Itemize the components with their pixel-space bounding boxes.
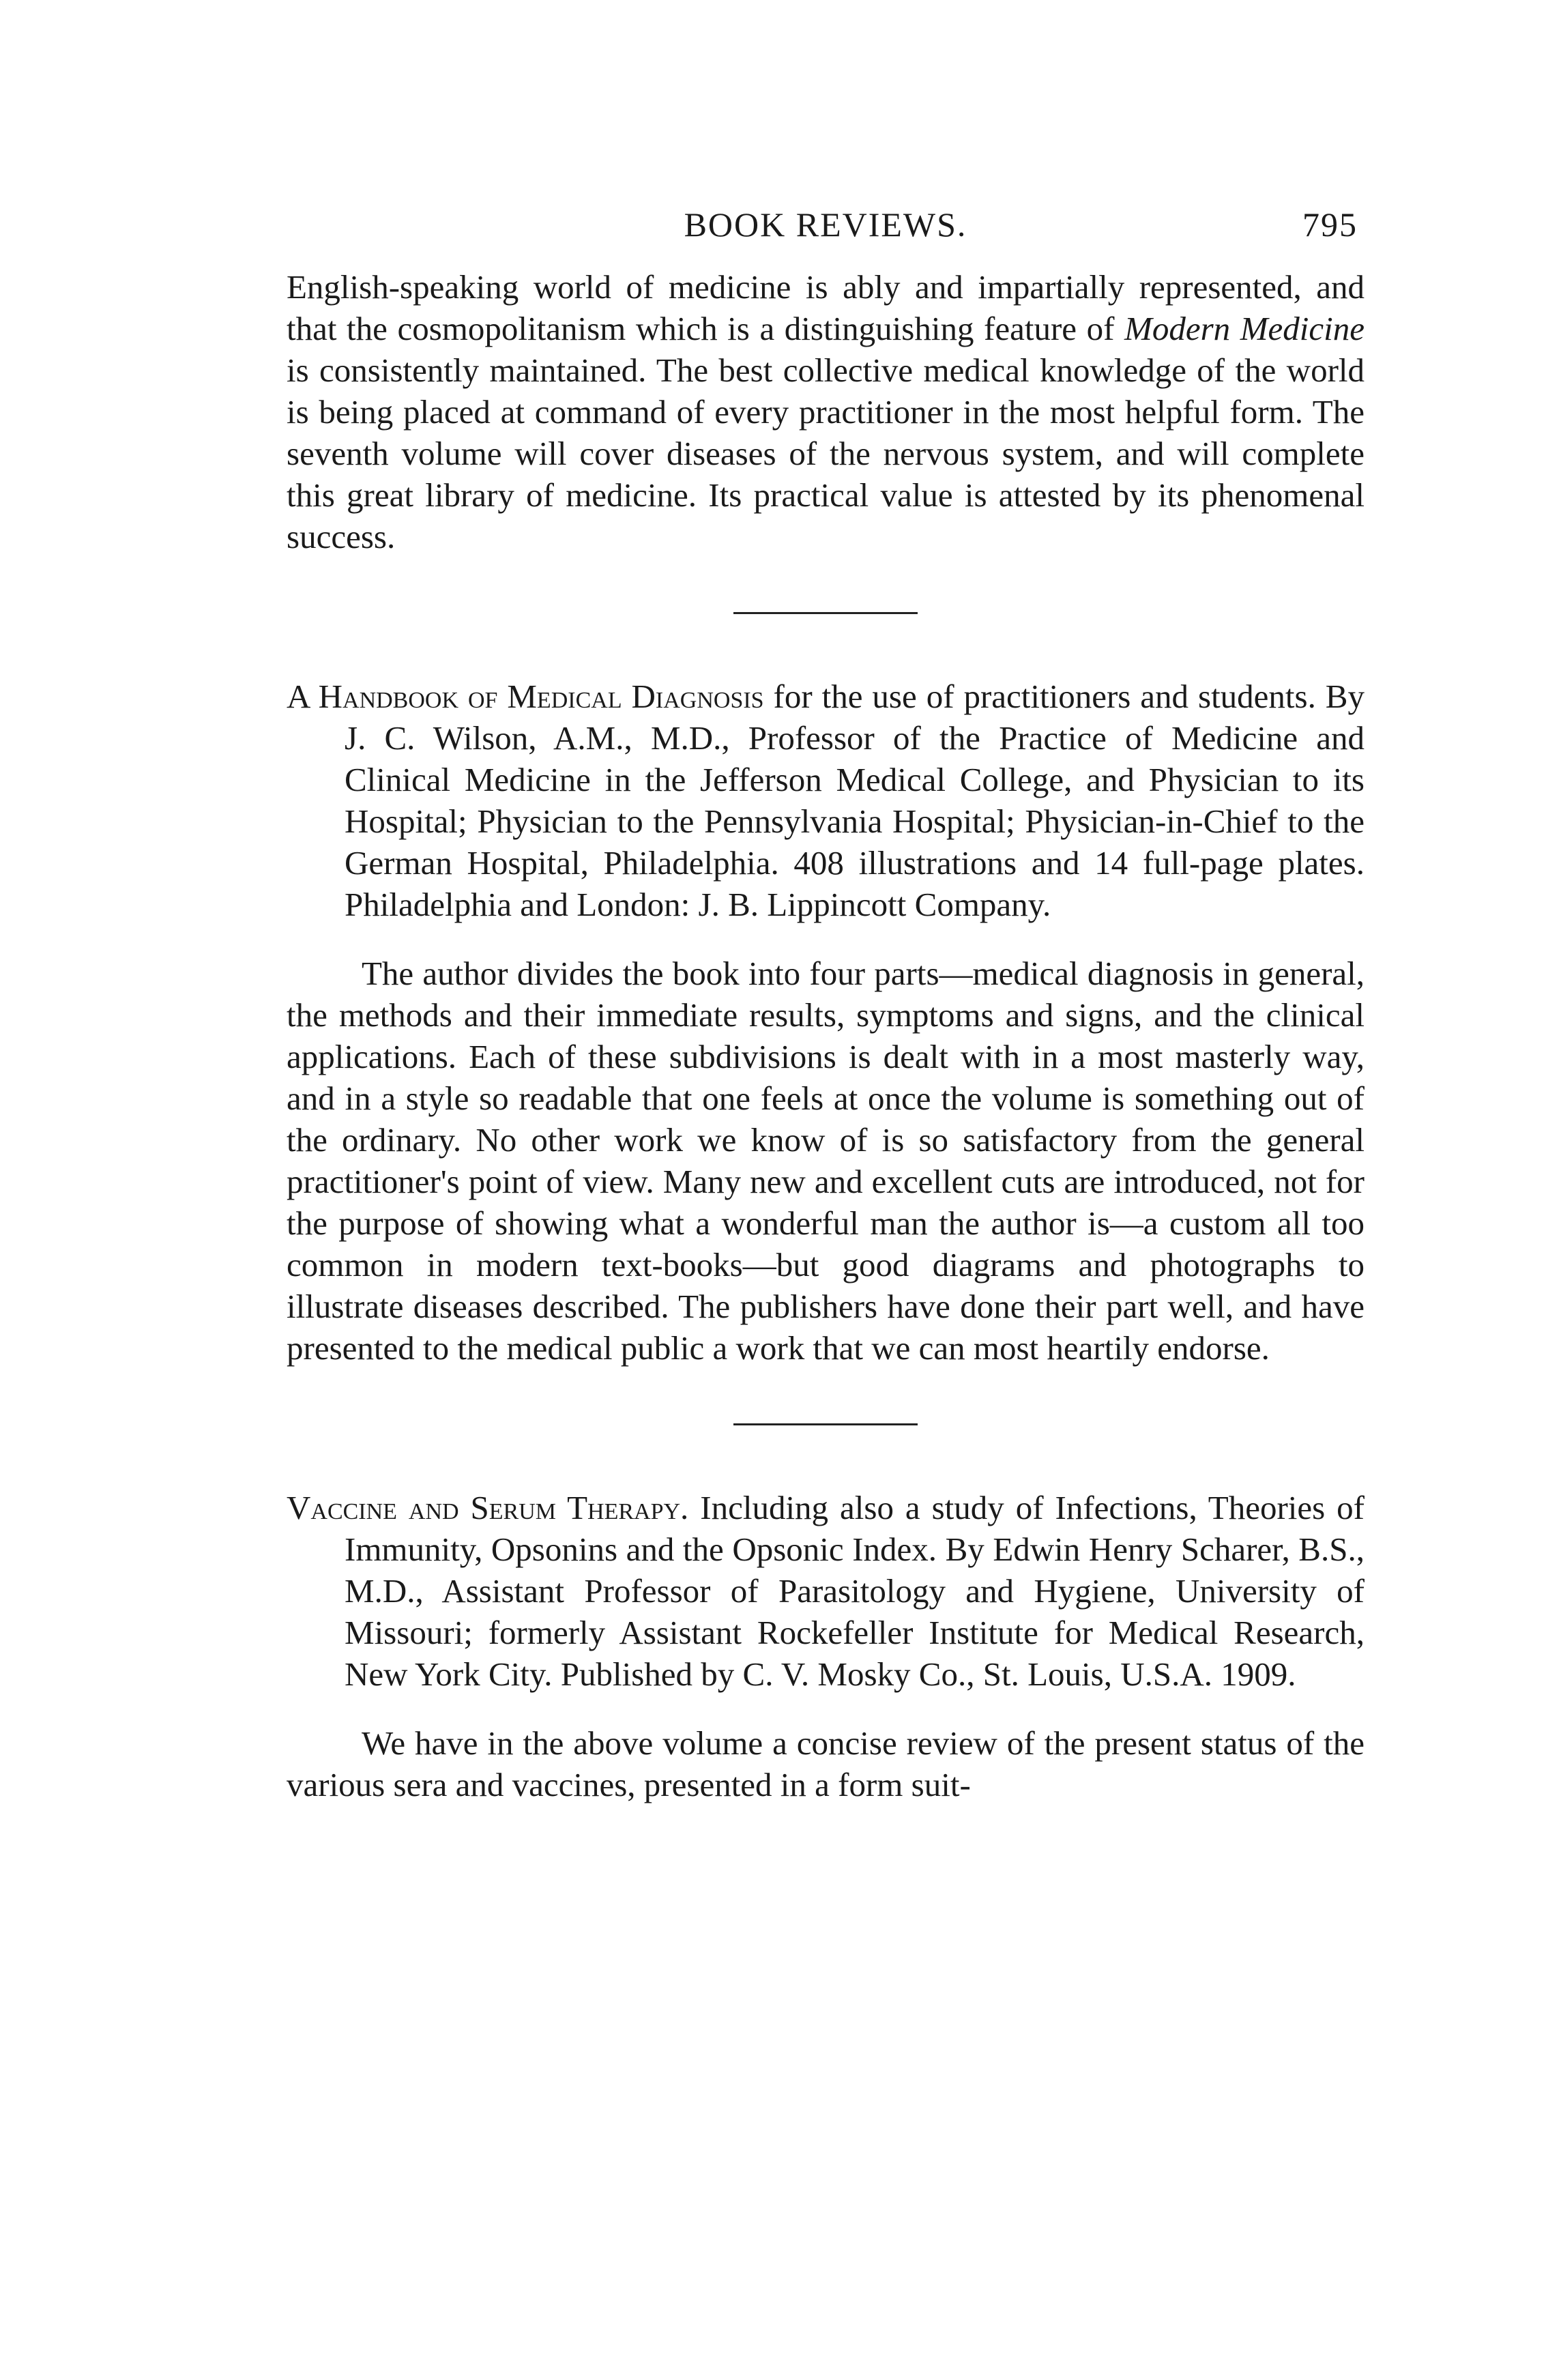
book-page — [287, 205, 1365, 1805]
running-title: BOOK REVIEWS. — [684, 205, 967, 244]
page-number: 795 — [1302, 205, 1358, 244]
section-divider — [733, 1423, 918, 1425]
review-2-citation-details: Including also a study of Infections, Theories of Immunity, Opsonins and the Opsonic Index. By Edwin Henry Scharer, B.S., M.D., Assistant Professor of Parasitology and Hygiene, University of Missouri; formerly Assistant Rockefeller Institute for Medical Research, New York City. Published by C. V. Mosky Co., St. Louis, U.S.A. 1909. — [345, 1489, 1365, 1693]
review-1-citation — [287, 676, 1365, 925]
review-2-book-title: Vaccine and Serum Therapy. — [287, 1489, 689, 1526]
running-head — [287, 205, 1365, 266]
review-1-book-title: A Handbook of Medical Diagnosis — [287, 678, 764, 715]
journal-title-italic: Modern Medicine — [1124, 310, 1365, 347]
review-2-citation — [287, 1487, 1365, 1695]
intro-text-start: English-speaking world of medicine is ably and impartially represented, and that the cosmopolitanism which is a distinguishing feature of — [287, 268, 1365, 347]
review-2-body: We have in the above volume a concise review of the present status of the various sera and vaccines, presented in a form suit- — [287, 1724, 1365, 1803]
intro-paragraph — [287, 266, 1365, 557]
review-1-citation-details: for the use of practitioners and students. By J. C. Wilson, A.M., M.D., Professor of the Practice of Medicine and Clinical Medicine in the Jefferson Medical College, and Physician to its Hospital; Physician to the Pennsylvania Hospital; Physician-in-Chief to the German Hospital, Philadelphia. 408 illustrations and 14 full-page plates. Philadelphia and London: J. B. Lippincott Company. — [345, 678, 1365, 923]
section-divider — [733, 612, 918, 614]
review-1-body: The author divides the book into four parts—medical diagnosis in general, the methods and their immediate results, symptoms and signs, and the clinical applications. Each of these subdivisions is dealt with in a most masterly way, and in a style so readable that one feels at once the volume is something out of the ordinary. No other work we know of is so satisfactory from the general practitioner's point of view. Many new and excellent cuts are introduced, not for the purpose of showing what a wonderful man the author is—a custom all too common in modern text-books—but good diagrams and photographs to illustrate diseases described. The publishers have done their part well, and have presented to the medical public a work that we can most heartily endorse. — [287, 955, 1365, 1367]
intro-text-end: is consistently maintained. The best collective medical knowledge of the world is being placed at command of every practitioner in the most helpful form. The seventh volume will cover diseases of the nervous system, and will complete this great library of medicine. Its practical value is attested by its phenomenal success. — [287, 351, 1365, 555]
